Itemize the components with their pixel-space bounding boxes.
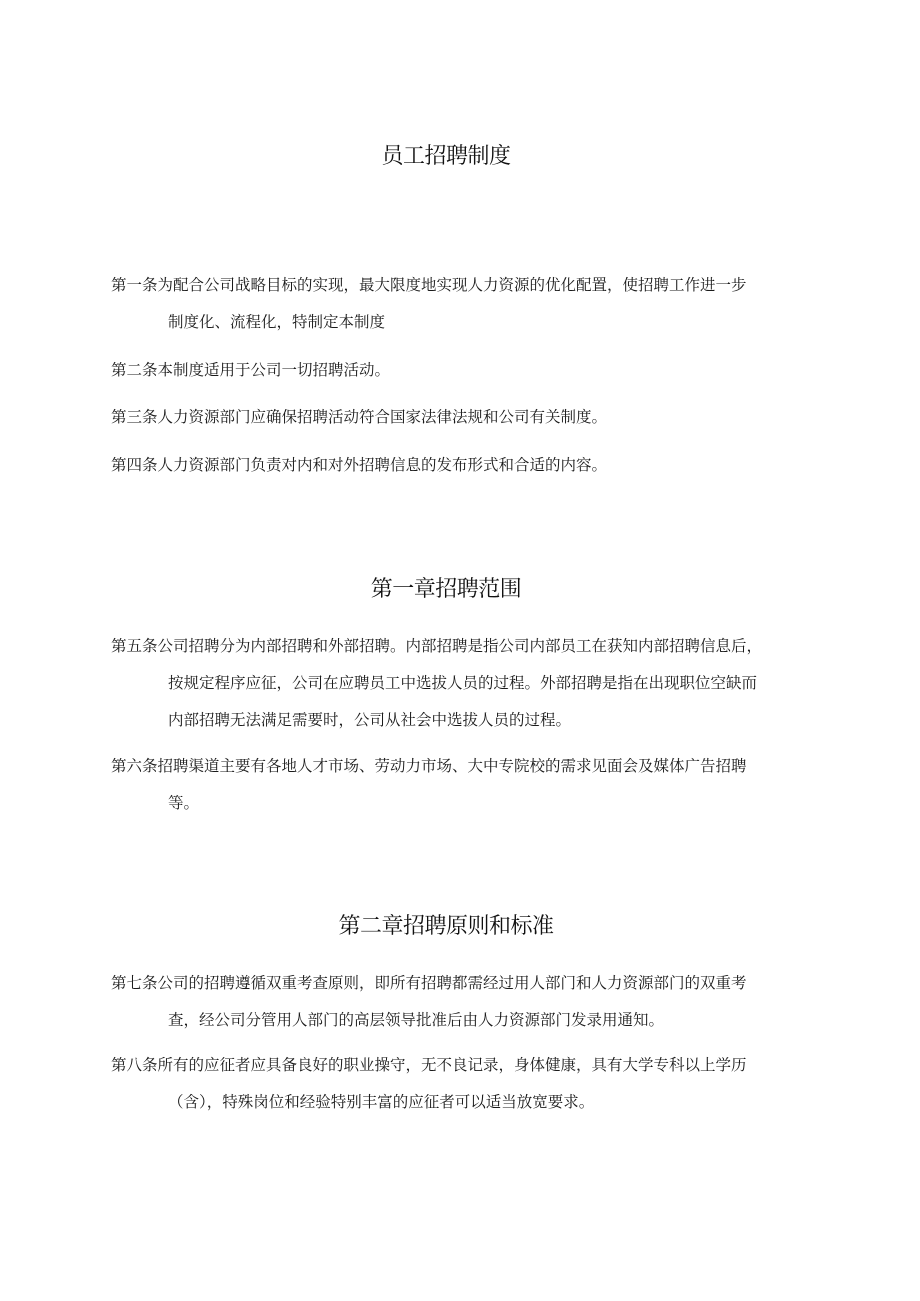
document-title: 员工招聘制度 (381, 144, 511, 169)
chapter-1-title: 第一章招聘范围 (370, 577, 522, 602)
article-line: 第二条本制度适用于公司一切招聘活动。 (111, 361, 391, 379)
article-2 (111, 352, 831, 389)
article-line: 第一条为配合公司战略目标的实现，最大限度地实现人力资源的优化配置，使招聘工作进一步 (111, 276, 747, 294)
article-line: 第三条人力资源部门应确保招聘活动符合国家法律法规和公司有关制度。 (111, 408, 608, 426)
article-line: 第八条所有的应征者应具备良好的职业操守，无不良记录，身体健康，具有大学专科以上学历 (111, 1056, 747, 1074)
article-line: 查，经公司分管用人部门的高层领导批准后由人力资源部门发录用通知。 (168, 1011, 665, 1029)
article-line: 等。 (168, 794, 200, 812)
article-line: 制度化、流程化，特制定本制度 (168, 313, 386, 331)
article-4 (111, 447, 831, 484)
article-line: 第六条招聘渠道主要有各地人才市场、劳动力市场、大中专院校的需求见面会及媒体广告招聘 (111, 757, 747, 775)
article-8 (111, 1047, 831, 1121)
article-line: 第四条人力资源部门负责对内和对外招聘信息的发布形式和合适的内容。 (111, 456, 608, 474)
article-line: 第七条公司的招聘遵循双重考查原则，即所有招聘都需经过用人部门和人力资源部门的双重考 (111, 974, 747, 992)
article-line: （含），特殊岗位和经验特别丰富的应征者可以适当放宽要求。 (168, 1093, 595, 1111)
article-line: 按规定程序应征，公司在应聘员工中选拔人员的过程。外部招聘是指在出现职位空缺而 (168, 674, 758, 692)
article-1 (111, 267, 831, 341)
chapter-2-title: 第二章招聘原则和标准 (338, 914, 554, 939)
article-6 (111, 748, 831, 822)
article-line: 内部招聘无法满足需要时，公司从社会中选拔人员的过程。 (168, 711, 572, 729)
article-line: 第五条公司招聘分为内部招聘和外部招聘。内部招聘是指公司内部员工在获知内部招聘信息后， (111, 637, 763, 655)
article-7 (111, 965, 831, 1039)
article-3 (111, 399, 831, 436)
article-5 (111, 628, 831, 739)
